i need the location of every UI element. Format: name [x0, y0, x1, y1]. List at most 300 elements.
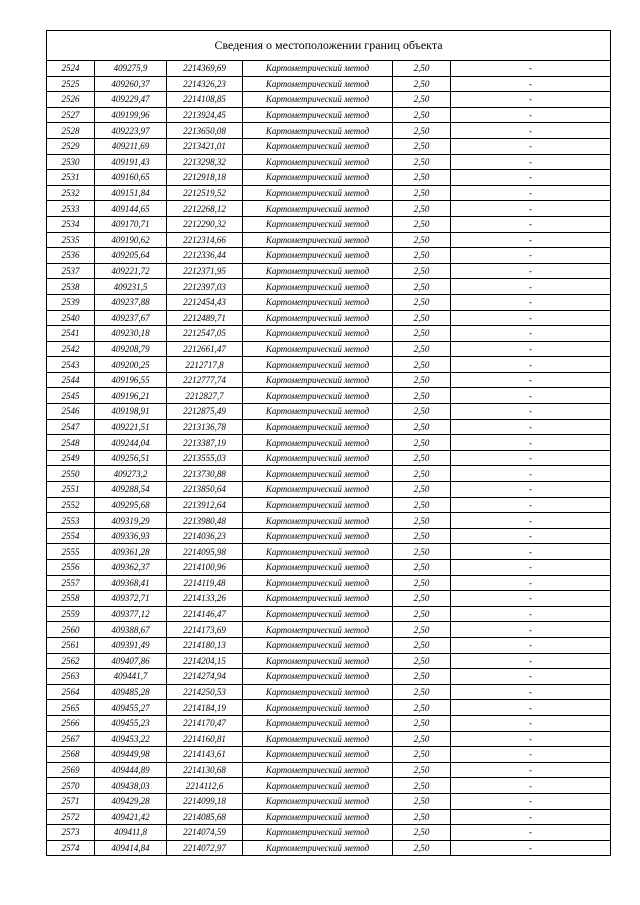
point-number-cell: 2562: [47, 653, 95, 669]
description-cell: -: [451, 591, 611, 607]
y-coordinate-cell: 2214204,15: [167, 653, 243, 669]
y-coordinate-cell: 2213912,64: [167, 497, 243, 513]
method-cell: Картометрический метод: [243, 326, 393, 342]
y-coordinate-cell: 2214095,98: [167, 544, 243, 560]
x-coordinate-cell: 409444,89: [95, 762, 167, 778]
description-cell: -: [451, 138, 611, 154]
table-row: [47, 653, 611, 669]
method-cell: Картометрический метод: [243, 560, 393, 576]
y-coordinate-cell: 2212371,95: [167, 263, 243, 279]
description-cell: -: [451, 419, 611, 435]
method-cell: Картометрический метод: [243, 435, 393, 451]
y-coordinate-cell: 2213136,78: [167, 419, 243, 435]
point-number-cell: 2560: [47, 622, 95, 638]
x-coordinate-cell: 409377,12: [95, 606, 167, 622]
accuracy-cell: 2,50: [393, 138, 451, 154]
description-cell: -: [451, 326, 611, 342]
point-number-cell: 2550: [47, 466, 95, 482]
y-coordinate-cell: 2214133,26: [167, 591, 243, 607]
method-cell: Картометрический метод: [243, 747, 393, 763]
point-number-cell: 2570: [47, 778, 95, 794]
description-cell: -: [451, 793, 611, 809]
description-cell: -: [451, 653, 611, 669]
accuracy-cell: 2,50: [393, 637, 451, 653]
accuracy-cell: 2,50: [393, 419, 451, 435]
description-cell: -: [451, 497, 611, 513]
point-number-cell: 2529: [47, 138, 95, 154]
point-number-cell: 2543: [47, 357, 95, 373]
point-number-cell: 2536: [47, 248, 95, 264]
accuracy-cell: 2,50: [393, 762, 451, 778]
method-cell: Картометрический метод: [243, 123, 393, 139]
y-coordinate-cell: 2213555,03: [167, 450, 243, 466]
x-coordinate-cell: 409200,25: [95, 357, 167, 373]
method-cell: Картометрический метод: [243, 263, 393, 279]
table-row: [47, 513, 611, 529]
point-number-cell: 2564: [47, 684, 95, 700]
y-coordinate-cell: 2212547,05: [167, 326, 243, 342]
method-cell: Картометрический метод: [243, 341, 393, 357]
y-coordinate-cell: 2214143,61: [167, 747, 243, 763]
description-cell: -: [451, 560, 611, 576]
accuracy-cell: 2,50: [393, 669, 451, 685]
x-coordinate-cell: 409237,67: [95, 310, 167, 326]
table-row: [47, 669, 611, 685]
table-row: [47, 466, 611, 482]
point-number-cell: 2525: [47, 76, 95, 92]
x-coordinate-cell: 409275,9: [95, 61, 167, 77]
y-coordinate-cell: 2213924,45: [167, 107, 243, 123]
description-cell: -: [451, 528, 611, 544]
point-number-cell: 2574: [47, 840, 95, 856]
accuracy-cell: 2,50: [393, 825, 451, 841]
table-row: [47, 622, 611, 638]
method-cell: Картометрический метод: [243, 575, 393, 591]
accuracy-cell: 2,50: [393, 715, 451, 731]
point-number-cell: 2538: [47, 279, 95, 295]
point-number-cell: 2539: [47, 294, 95, 310]
y-coordinate-cell: 2212397,03: [167, 279, 243, 295]
method-cell: Картометрический метод: [243, 248, 393, 264]
accuracy-cell: 2,50: [393, 326, 451, 342]
method-cell: Картометрический метод: [243, 201, 393, 217]
point-number-cell: 2524: [47, 61, 95, 77]
description-cell: -: [451, 762, 611, 778]
point-number-cell: 2571: [47, 793, 95, 809]
description-cell: -: [451, 684, 611, 700]
description-cell: -: [451, 61, 611, 77]
table-row: [47, 606, 611, 622]
accuracy-cell: 2,50: [393, 310, 451, 326]
y-coordinate-cell: 2214108,85: [167, 92, 243, 108]
description-cell: -: [451, 341, 611, 357]
y-coordinate-cell: 2214036,23: [167, 528, 243, 544]
table-row: [47, 793, 611, 809]
y-coordinate-cell: 2212336,44: [167, 248, 243, 264]
accuracy-cell: 2,50: [393, 606, 451, 622]
accuracy-cell: 2,50: [393, 404, 451, 420]
accuracy-cell: 2,50: [393, 76, 451, 92]
table-row: [47, 747, 611, 763]
table-row: [47, 61, 611, 77]
description-cell: -: [451, 778, 611, 794]
y-coordinate-cell: 2212777,74: [167, 372, 243, 388]
x-coordinate-cell: 409441,7: [95, 669, 167, 685]
table-row: [47, 575, 611, 591]
x-coordinate-cell: 409231,5: [95, 279, 167, 295]
method-cell: Картометрический метод: [243, 279, 393, 295]
x-coordinate-cell: 409151,84: [95, 185, 167, 201]
accuracy-cell: 2,50: [393, 747, 451, 763]
method-cell: Картометрический метод: [243, 840, 393, 856]
accuracy-cell: 2,50: [393, 170, 451, 186]
x-coordinate-cell: 409411,8: [95, 825, 167, 841]
point-number-cell: 2530: [47, 154, 95, 170]
x-coordinate-cell: 409421,42: [95, 809, 167, 825]
accuracy-cell: 2,50: [393, 263, 451, 279]
table-row: [47, 435, 611, 451]
point-number-cell: 2561: [47, 637, 95, 653]
accuracy-cell: 2,50: [393, 497, 451, 513]
y-coordinate-cell: 2214100,96: [167, 560, 243, 576]
point-number-cell: 2557: [47, 575, 95, 591]
y-coordinate-cell: 2214326,23: [167, 76, 243, 92]
x-coordinate-cell: 409170,71: [95, 216, 167, 232]
description-cell: -: [451, 404, 611, 420]
y-coordinate-cell: 2212918,18: [167, 170, 243, 186]
x-coordinate-cell: 409199,96: [95, 107, 167, 123]
method-cell: Картометрический метод: [243, 138, 393, 154]
method-cell: Картометрический метод: [243, 809, 393, 825]
y-coordinate-cell: 2212489,71: [167, 310, 243, 326]
description-cell: -: [451, 513, 611, 529]
y-coordinate-cell: 2212454,43: [167, 294, 243, 310]
description-cell: -: [451, 92, 611, 108]
point-number-cell: 2569: [47, 762, 95, 778]
table-row: [47, 201, 611, 217]
accuracy-cell: 2,50: [393, 482, 451, 498]
method-cell: Картометрический метод: [243, 170, 393, 186]
method-cell: Картометрический метод: [243, 154, 393, 170]
point-number-cell: 2531: [47, 170, 95, 186]
y-coordinate-cell: 2214119,48: [167, 575, 243, 591]
x-coordinate-cell: 409372,71: [95, 591, 167, 607]
x-coordinate-cell: 409449,98: [95, 747, 167, 763]
x-coordinate-cell: 409429,28: [95, 793, 167, 809]
table-row: [47, 248, 611, 264]
method-cell: Картометрический метод: [243, 216, 393, 232]
description-cell: -: [451, 809, 611, 825]
accuracy-cell: 2,50: [393, 201, 451, 217]
point-number-cell: 2535: [47, 232, 95, 248]
description-cell: -: [451, 622, 611, 638]
point-number-cell: 2551: [47, 482, 95, 498]
x-coordinate-cell: 409196,55: [95, 372, 167, 388]
y-coordinate-cell: 2212875,49: [167, 404, 243, 420]
description-cell: -: [451, 185, 611, 201]
accuracy-cell: 2,50: [393, 232, 451, 248]
method-cell: Картометрический метод: [243, 497, 393, 513]
description-cell: -: [451, 216, 611, 232]
accuracy-cell: 2,50: [393, 61, 451, 77]
point-number-cell: 2566: [47, 715, 95, 731]
x-coordinate-cell: 409229,47: [95, 92, 167, 108]
description-cell: -: [451, 388, 611, 404]
method-cell: Картометрический метод: [243, 778, 393, 794]
table-row: [47, 419, 611, 435]
table-row: [47, 92, 611, 108]
x-coordinate-cell: 409144,65: [95, 201, 167, 217]
y-coordinate-cell: 2213980,48: [167, 513, 243, 529]
table-row: [47, 591, 611, 607]
table-row: [47, 825, 611, 841]
accuracy-cell: 2,50: [393, 840, 451, 856]
description-cell: -: [451, 840, 611, 856]
table-row: [47, 700, 611, 716]
method-cell: Картометрический метод: [243, 793, 393, 809]
table-row: [47, 76, 611, 92]
method-cell: Картометрический метод: [243, 513, 393, 529]
x-coordinate-cell: 409198,91: [95, 404, 167, 420]
x-coordinate-cell: 409295,68: [95, 497, 167, 513]
table-title-row: [47, 31, 611, 61]
method-cell: Картометрический метод: [243, 107, 393, 123]
x-coordinate-cell: 409208,79: [95, 341, 167, 357]
accuracy-cell: 2,50: [393, 544, 451, 560]
description-cell: -: [451, 435, 611, 451]
method-cell: Картометрический метод: [243, 466, 393, 482]
table-row: [47, 637, 611, 653]
point-number-cell: 2545: [47, 388, 95, 404]
table-row: [47, 731, 611, 747]
y-coordinate-cell: 2213387,19: [167, 435, 243, 451]
x-coordinate-cell: 409244,04: [95, 435, 167, 451]
method-cell: Картометрический метод: [243, 357, 393, 373]
x-coordinate-cell: 409221,51: [95, 419, 167, 435]
table-row: [47, 294, 611, 310]
method-cell: Картометрический метод: [243, 762, 393, 778]
method-cell: Картометрический метод: [243, 606, 393, 622]
point-number-cell: 2540: [47, 310, 95, 326]
y-coordinate-cell: 2214369,69: [167, 61, 243, 77]
description-cell: -: [451, 606, 611, 622]
table-row: [47, 310, 611, 326]
y-coordinate-cell: 2214160,81: [167, 731, 243, 747]
x-coordinate-cell: 409438,03: [95, 778, 167, 794]
accuracy-cell: 2,50: [393, 357, 451, 373]
accuracy-cell: 2,50: [393, 513, 451, 529]
y-coordinate-cell: 2212314,66: [167, 232, 243, 248]
method-cell: Картометрический метод: [243, 544, 393, 560]
x-coordinate-cell: 409485,28: [95, 684, 167, 700]
y-coordinate-cell: 2213421,01: [167, 138, 243, 154]
accuracy-cell: 2,50: [393, 778, 451, 794]
point-number-cell: 2528: [47, 123, 95, 139]
description-cell: -: [451, 747, 611, 763]
accuracy-cell: 2,50: [393, 793, 451, 809]
table-title: Сведения о местоположении границ объекта: [47, 31, 611, 61]
y-coordinate-cell: 2214184,19: [167, 700, 243, 716]
x-coordinate-cell: 409407,86: [95, 653, 167, 669]
accuracy-cell: 2,50: [393, 123, 451, 139]
x-coordinate-cell: 409361,28: [95, 544, 167, 560]
description-cell: -: [451, 637, 611, 653]
table-row: [47, 715, 611, 731]
accuracy-cell: 2,50: [393, 185, 451, 201]
point-number-cell: 2547: [47, 419, 95, 435]
point-number-cell: 2533: [47, 201, 95, 217]
x-coordinate-cell: 409191,43: [95, 154, 167, 170]
y-coordinate-cell: 2212268,12: [167, 201, 243, 217]
table-row: [47, 482, 611, 498]
table-row: [47, 388, 611, 404]
accuracy-cell: 2,50: [393, 809, 451, 825]
x-coordinate-cell: 409160,65: [95, 170, 167, 186]
x-coordinate-cell: 409368,41: [95, 575, 167, 591]
method-cell: Картометрический метод: [243, 185, 393, 201]
description-cell: -: [451, 123, 611, 139]
table-row: [47, 185, 611, 201]
description-cell: -: [451, 731, 611, 747]
table-row: [47, 279, 611, 295]
method-cell: Картометрический метод: [243, 61, 393, 77]
table-row: [47, 107, 611, 123]
accuracy-cell: 2,50: [393, 575, 451, 591]
accuracy-cell: 2,50: [393, 450, 451, 466]
x-coordinate-cell: 409319,29: [95, 513, 167, 529]
table-row: [47, 809, 611, 825]
description-cell: -: [451, 669, 611, 685]
table-row: [47, 357, 611, 373]
point-number-cell: 2544: [47, 372, 95, 388]
table-row: [47, 170, 611, 186]
point-number-cell: 2568: [47, 747, 95, 763]
method-cell: Картометрический метод: [243, 731, 393, 747]
method-cell: Картометрический метод: [243, 450, 393, 466]
y-coordinate-cell: 2214146,47: [167, 606, 243, 622]
accuracy-cell: 2,50: [393, 388, 451, 404]
method-cell: Картометрический метод: [243, 591, 393, 607]
method-cell: Картометрический метод: [243, 482, 393, 498]
point-number-cell: 2554: [47, 528, 95, 544]
accuracy-cell: 2,50: [393, 294, 451, 310]
y-coordinate-cell: 2214099,18: [167, 793, 243, 809]
point-number-cell: 2541: [47, 326, 95, 342]
method-cell: Картометрический метод: [243, 715, 393, 731]
table-row: [47, 263, 611, 279]
accuracy-cell: 2,50: [393, 653, 451, 669]
method-cell: Картометрический метод: [243, 700, 393, 716]
method-cell: Картометрический метод: [243, 825, 393, 841]
y-coordinate-cell: 2213298,32: [167, 154, 243, 170]
point-number-cell: 2534: [47, 216, 95, 232]
point-number-cell: 2556: [47, 560, 95, 576]
point-number-cell: 2549: [47, 450, 95, 466]
point-number-cell: 2526: [47, 92, 95, 108]
accuracy-cell: 2,50: [393, 528, 451, 544]
table-row: [47, 232, 611, 248]
accuracy-cell: 2,50: [393, 216, 451, 232]
y-coordinate-cell: 2214170,47: [167, 715, 243, 731]
x-coordinate-cell: 409205,64: [95, 248, 167, 264]
y-coordinate-cell: 2214250,53: [167, 684, 243, 700]
method-cell: Картометрический метод: [243, 637, 393, 653]
y-coordinate-cell: 2214274,94: [167, 669, 243, 685]
table-row: [47, 762, 611, 778]
x-coordinate-cell: 409260,37: [95, 76, 167, 92]
y-coordinate-cell: 2212717,8: [167, 357, 243, 373]
description-cell: -: [451, 575, 611, 591]
description-cell: -: [451, 466, 611, 482]
accuracy-cell: 2,50: [393, 92, 451, 108]
method-cell: Картометрический метод: [243, 92, 393, 108]
method-cell: Картометрический метод: [243, 372, 393, 388]
x-coordinate-cell: 409455,23: [95, 715, 167, 731]
x-coordinate-cell: 409455,27: [95, 700, 167, 716]
y-coordinate-cell: 2212519,52: [167, 185, 243, 201]
x-coordinate-cell: 409336,93: [95, 528, 167, 544]
x-coordinate-cell: 409211,69: [95, 138, 167, 154]
y-coordinate-cell: 2214112,6: [167, 778, 243, 794]
table-row: [47, 560, 611, 576]
x-coordinate-cell: 409288,54: [95, 482, 167, 498]
y-coordinate-cell: 2214072,97: [167, 840, 243, 856]
accuracy-cell: 2,50: [393, 731, 451, 747]
x-coordinate-cell: 409391,49: [95, 637, 167, 653]
table-row: [47, 138, 611, 154]
table-row: [47, 404, 611, 420]
point-number-cell: 2546: [47, 404, 95, 420]
description-cell: -: [451, 279, 611, 295]
x-coordinate-cell: 409190,62: [95, 232, 167, 248]
table-row: [47, 372, 611, 388]
method-cell: Картометрический метод: [243, 684, 393, 700]
point-number-cell: 2527: [47, 107, 95, 123]
y-coordinate-cell: 2213730,88: [167, 466, 243, 482]
boundary-coordinates-table: [46, 30, 611, 856]
x-coordinate-cell: 409414,84: [95, 840, 167, 856]
description-cell: -: [451, 248, 611, 264]
x-coordinate-cell: 409237,88: [95, 294, 167, 310]
point-number-cell: 2573: [47, 825, 95, 841]
point-number-cell: 2559: [47, 606, 95, 622]
point-number-cell: 2552: [47, 497, 95, 513]
y-coordinate-cell: 2214130,68: [167, 762, 243, 778]
description-cell: -: [451, 76, 611, 92]
accuracy-cell: 2,50: [393, 279, 451, 295]
accuracy-cell: 2,50: [393, 154, 451, 170]
description-cell: -: [451, 170, 611, 186]
table-row: [47, 216, 611, 232]
method-cell: Картометрический метод: [243, 528, 393, 544]
point-number-cell: 2567: [47, 731, 95, 747]
point-number-cell: 2537: [47, 263, 95, 279]
table-row: [47, 123, 611, 139]
description-cell: -: [451, 700, 611, 716]
table-body: [47, 61, 611, 856]
description-cell: -: [451, 482, 611, 498]
x-coordinate-cell: 409230,18: [95, 326, 167, 342]
method-cell: Картометрический метод: [243, 419, 393, 435]
method-cell: Картометрический метод: [243, 232, 393, 248]
method-cell: Картометрический метод: [243, 294, 393, 310]
table-row: [47, 450, 611, 466]
x-coordinate-cell: 409221,72: [95, 263, 167, 279]
point-number-cell: 2532: [47, 185, 95, 201]
accuracy-cell: 2,50: [393, 684, 451, 700]
table-row: [47, 528, 611, 544]
description-cell: -: [451, 154, 611, 170]
